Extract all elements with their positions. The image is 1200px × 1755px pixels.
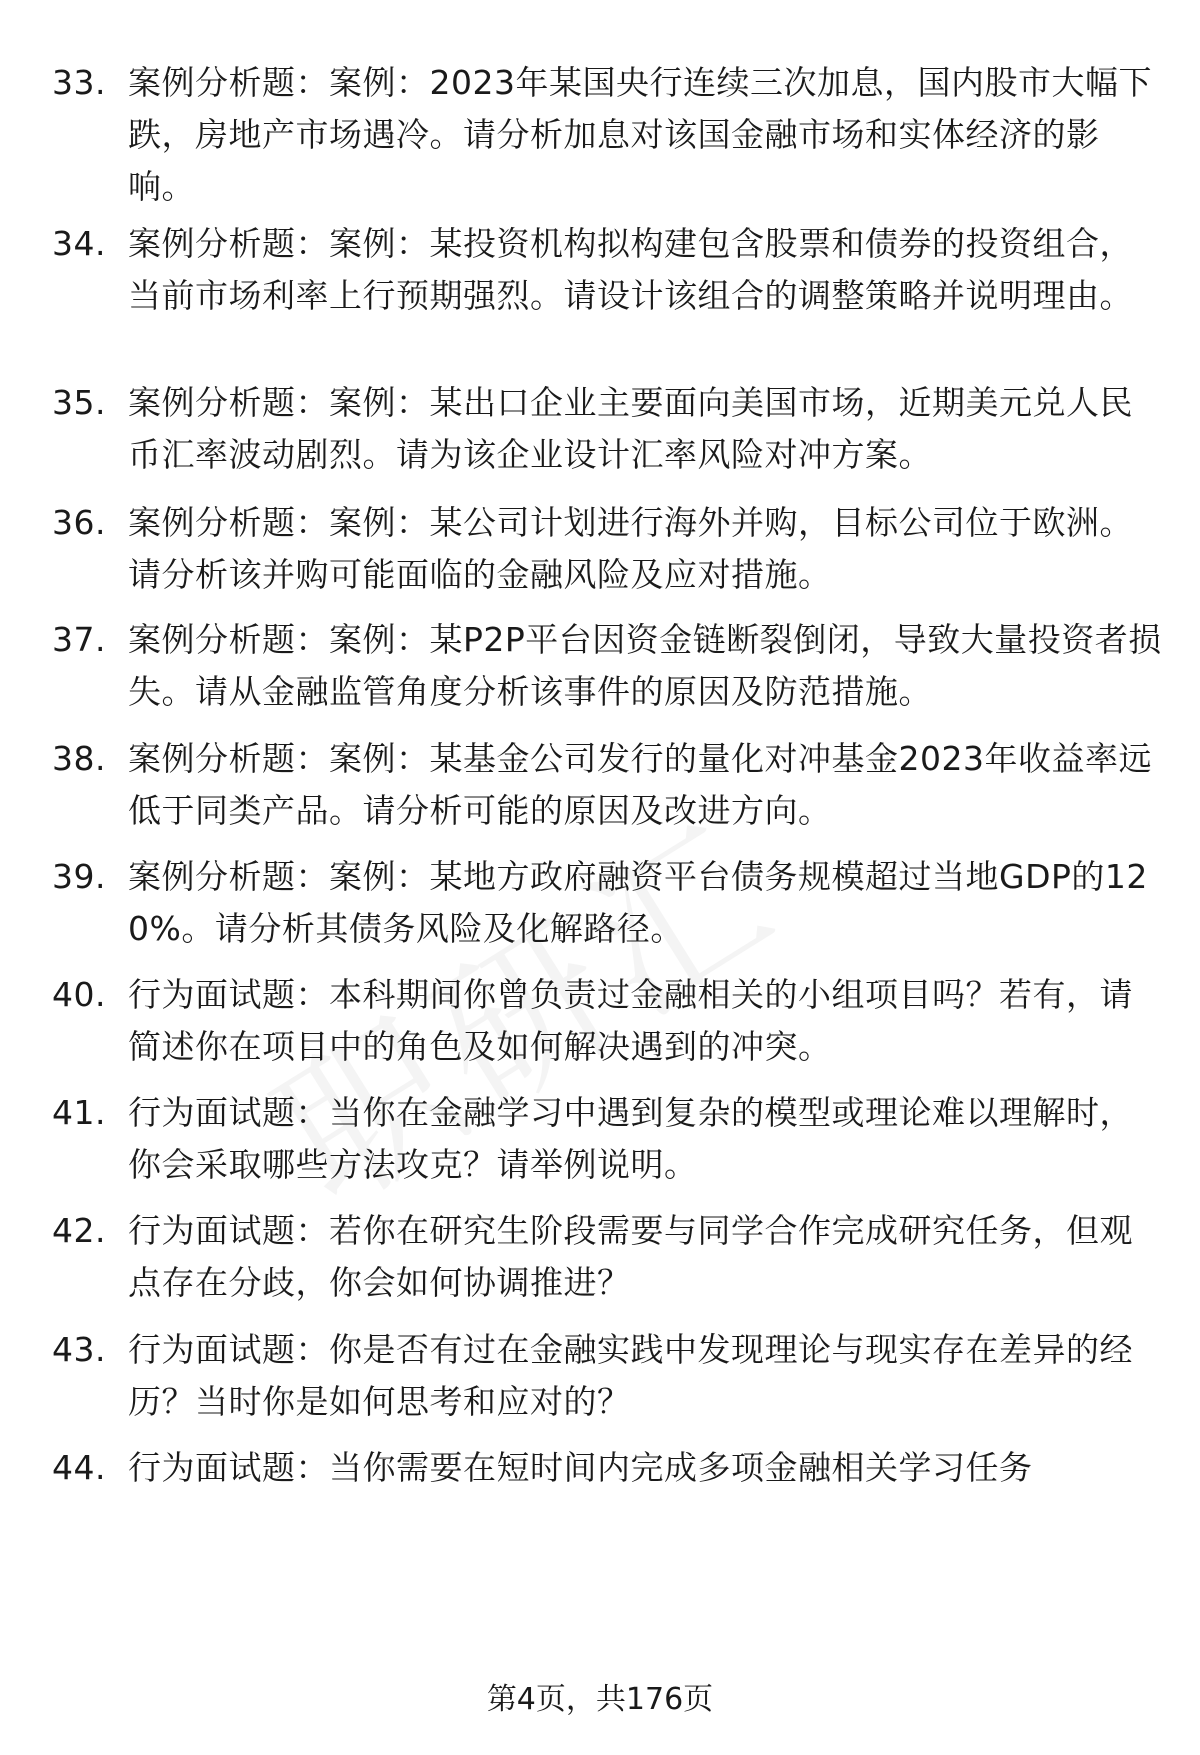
question-number: 34. [52, 224, 106, 263]
question-item [52, 57, 1162, 213]
question-text: 案例分析题：案例：某投资机构拟构建包含股票和债券的投资组合，当前市场利率上行预期强烈。请设计该组合的调整策略并说明理由。 [128, 224, 1133, 315]
question-text: 行为面试题：若你在研究生阶段需要与同学合作完成研究任务，但观点存在分歧，你会如何协调推进？ [128, 1211, 1133, 1302]
question-item [52, 218, 1162, 322]
question-number: 33. [52, 63, 106, 102]
question-number: 35. [52, 383, 106, 422]
question-text: 行为面试题：你是否有过在金融实践中发现理论与现实存在差异的经历？当时你是如何思考和应对的？ [128, 1330, 1133, 1421]
question-number: 36. [52, 503, 106, 542]
question-number: 41. [52, 1093, 106, 1132]
question-text: 行为面试题：当你需要在短时间内完成多项金融相关学习任务 [128, 1448, 1033, 1487]
question-item [52, 1442, 1162, 1494]
question-item [52, 1087, 1162, 1191]
question-text: 行为面试题：本科期间你曾负责过金融相关的小组项目吗？若有，请简述你在项目中的角色及如何解决遇到的冲突。 [128, 975, 1133, 1066]
question-item [52, 1324, 1162, 1428]
question-number: 37. [52, 620, 106, 659]
page-number-footer: 第4页，共176页 [486, 1682, 714, 1717]
question-text: 案例分析题：案例：某地方政府融资平台债务规模超过当地GDP的120%。请分析其债务风险及化解路径。 [128, 857, 1148, 948]
question-text: 案例分析题：案例：某公司计划进行海外并购，目标公司位于欧洲。请分析该并购可能面临的金融风险及应对措施。 [128, 503, 1133, 594]
question-item [52, 497, 1162, 601]
question-number: 38. [52, 739, 106, 778]
question-item [52, 733, 1162, 837]
question-text: 案例分析题：案例：某P2P平台因资金链断裂倒闭，导致大量投资者损失。请从金融监管角度分析该事件的原因及防范措施。 [128, 620, 1162, 711]
question-number: 42. [52, 1211, 106, 1250]
question-number: 39. [52, 857, 106, 896]
question-text: 案例分析题：案例：2023年某国央行连续三次加息，国内股市大幅下跌，房地产市场遇冷。请分析加息对该国金融市场和实体经济的影响。 [128, 63, 1152, 206]
question-text: 案例分析题：案例：某基金公司发行的量化对冲基金2023年收益率远低于同类产品。请分析可能的原因及改进方向。 [128, 739, 1152, 830]
question-text: 行为面试题：当你在金融学习中遇到复杂的模型或理论难以理解时，你会采取哪些方法攻克？请举例说明。 [128, 1093, 1133, 1184]
question-number: 40. [52, 975, 106, 1014]
question-item [52, 1205, 1162, 1309]
question-item [52, 851, 1162, 955]
question-item [52, 969, 1162, 1073]
question-text: 案例分析题：案例：某出口企业主要面向美国市场，近期美元兑人民币汇率波动剧烈。请为该企业设计汇率风险对冲方案。 [128, 383, 1133, 474]
question-number: 43. [52, 1330, 106, 1369]
question-item [52, 377, 1162, 481]
question-number: 44. [52, 1448, 106, 1487]
question-item [52, 614, 1162, 718]
